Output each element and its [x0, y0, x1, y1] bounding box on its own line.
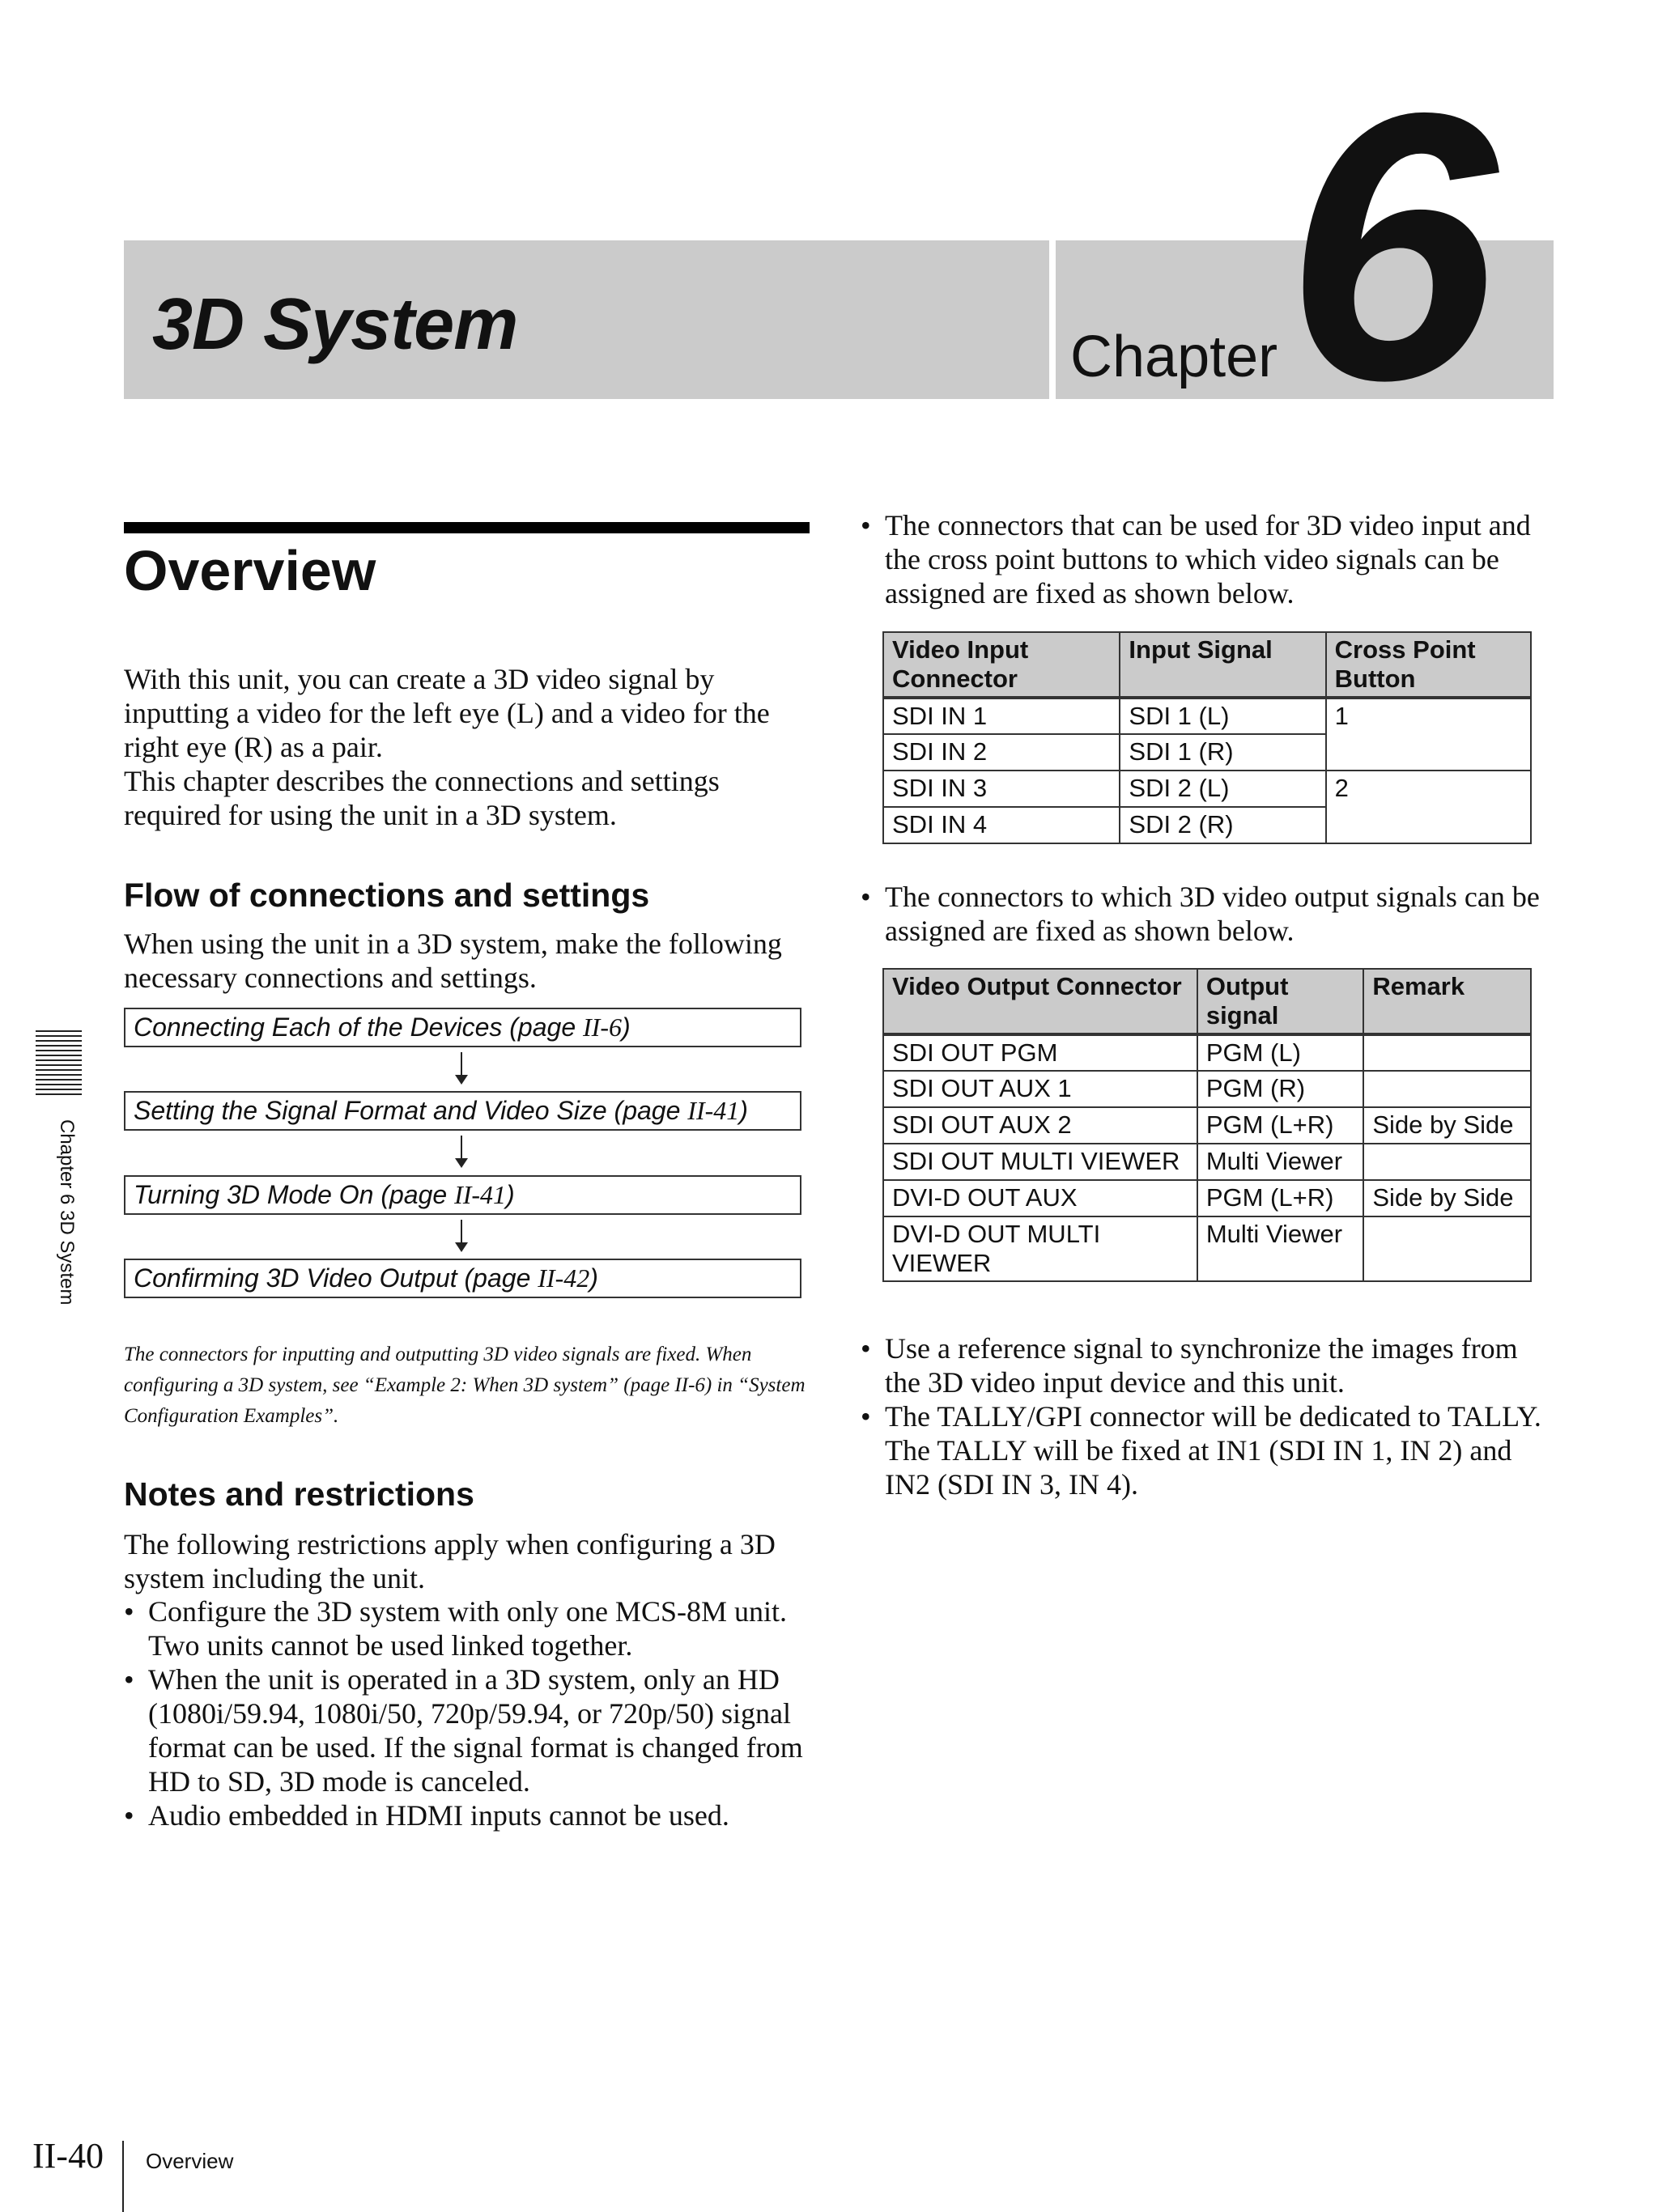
table-cell: Side by Side: [1363, 1180, 1531, 1216]
flow-step-page[interactable]: II-41: [454, 1180, 507, 1209]
table-cell: 2: [1326, 771, 1531, 843]
intro-paragraph: With this unit, you can create a 3D video signal by inputting a video for the left eye (L) and a video for the right eye (R) as a pair. This chapter describes the connections and settings required for using the unit in a 3D system.: [124, 663, 770, 831]
chapter-number: 6: [1286, 34, 1490, 459]
flow-step-close: ): [739, 1096, 748, 1125]
table-row: [883, 771, 1531, 807]
flow-step: [124, 1175, 801, 1215]
table-row: [883, 1071, 1531, 1107]
table-cell: SDI OUT AUX 1: [883, 1071, 1197, 1107]
section-heading: Overview: [124, 539, 376, 602]
table-cell: Side by Side: [1363, 1107, 1531, 1144]
bullet-list: [861, 1331, 1557, 1501]
chapter-tab-marker: [36, 1030, 82, 1098]
flow-step-page[interactable]: II-42: [538, 1263, 590, 1293]
table-cell: SDI 2 (R): [1120, 807, 1325, 843]
flow-step: [124, 1259, 801, 1298]
table-cell: PGM (R): [1197, 1071, 1364, 1107]
table-cell: 1: [1326, 698, 1531, 771]
flow-note: The connectors for inputting and outputting 3D video signals are fixed. When configuring a 3D system, see “Example 2: When 3D system” (page II-6) in “System Configuration Examples”.: [124, 1344, 806, 1427]
notes-heading: Notes and restrictions: [124, 1475, 474, 1513]
notes-list: [124, 1594, 812, 1832]
table-header: Video Input Connector: [883, 632, 1120, 698]
bullet-list: [861, 880, 1557, 948]
table-cell: SDI OUT PGM: [883, 1034, 1197, 1071]
table-cell: PGM (L): [1197, 1034, 1364, 1071]
down-arrow-icon: [455, 1052, 468, 1085]
table-cell: [1363, 1034, 1531, 1071]
table-cell: SDI IN 3: [883, 771, 1120, 807]
list-item: • Audio embedded in HDMI inputs cannot be used.: [124, 1798, 812, 1832]
flow-step-page[interactable]: II-6: [583, 1013, 622, 1042]
table-cell: SDI 1 (L): [1120, 698, 1325, 734]
table-cell: SDI 2 (L): [1120, 771, 1325, 807]
table-cell: DVI-D OUT MULTI VIEWER: [883, 1216, 1197, 1281]
flow-step: [124, 1008, 801, 1047]
flow-step-label: Confirming 3D Video Output (page: [134, 1263, 538, 1293]
flow-step: [124, 1091, 801, 1131]
page-number: II-40: [32, 2136, 104, 2176]
chapter-title: 3D System: [152, 284, 518, 365]
table-cell: SDI OUT AUX 2: [883, 1107, 1197, 1144]
flow-step-close: ): [506, 1180, 515, 1209]
bullet-list: [861, 508, 1557, 610]
table-cell: PGM (L+R): [1197, 1107, 1364, 1144]
table-header: Video Output Connector: [883, 969, 1197, 1034]
table-cell: SDI IN 2: [883, 734, 1120, 771]
list-item: • Use a reference signal to synchronize the images from the 3D video input device and this unit.: [861, 1331, 1557, 1399]
flow-paragraph: When using the unit in a 3D system, make the following necessary connections and settings.: [124, 928, 782, 994]
output-connector-table: [882, 968, 1532, 1282]
flow-step-label: Connecting Each of the Devices (page: [134, 1013, 583, 1042]
table-header: Output signal: [1197, 969, 1364, 1034]
table-cell: SDI OUT MULTI VIEWER: [883, 1144, 1197, 1180]
down-arrow-icon: [455, 1220, 468, 1252]
table-cell: SDI IN 1: [883, 698, 1120, 734]
table-cell: PGM (L+R): [1197, 1180, 1364, 1216]
flow-step-label: Setting the Signal Format and Video Size (page: [134, 1096, 688, 1125]
table-row: [883, 1107, 1531, 1144]
list-item: • The TALLY/GPI connector will be dedicated to TALLY. The TALLY will be fixed at IN1 (SDI IN 1, IN 2) and IN2 (SDI IN 3, IN 4).: [861, 1399, 1557, 1501]
table-cell: Multi Viewer: [1197, 1144, 1364, 1180]
table-header: Input Signal: [1120, 632, 1325, 698]
flow-step-close: ): [589, 1263, 598, 1293]
list-item: • The connectors that can be used for 3D video input and the cross point buttons to which video signals can be assigned are fixed as shown below.: [861, 508, 1557, 610]
table-row: [883, 1144, 1531, 1180]
flow-step-close: ): [621, 1013, 631, 1042]
table-cell: SDI 1 (R): [1120, 734, 1325, 771]
table-row: [883, 1216, 1531, 1281]
chapter-tab-label: Chapter 6 3D System: [56, 1119, 78, 1306]
section-rule: [124, 522, 810, 533]
table-cell: [1363, 1216, 1531, 1281]
input-connector-table: [882, 631, 1532, 844]
table-cell: [1363, 1144, 1531, 1180]
flow-step-page[interactable]: II-41: [687, 1096, 740, 1125]
list-item: • The connectors to which 3D video output signals can be assigned are fixed as shown below.: [861, 880, 1557, 948]
table-cell: [1363, 1071, 1531, 1107]
table-header: Remark: [1363, 969, 1531, 1034]
table-row: [883, 698, 1531, 734]
table-cell: Multi Viewer: [1197, 1216, 1364, 1281]
table-cell: DVI-D OUT AUX: [883, 1180, 1197, 1216]
table-header: Cross Point Button: [1326, 632, 1531, 698]
list-item: • When the unit is operated in a 3D system, only an HD (1080i/59.94, 1080i/50, 720p/59.94, or 720p/50) signal format can be used. If the signal format is changed from HD to SD, 3D mode is canceled.: [124, 1662, 812, 1798]
down-arrow-icon: [455, 1136, 468, 1168]
flow-heading: Flow of connections and settings: [124, 877, 650, 914]
footer-section-label: Overview: [146, 2149, 234, 2173]
table-row: [883, 1180, 1531, 1216]
table-row: [883, 1034, 1531, 1071]
table-cell: SDI IN 4: [883, 807, 1120, 843]
footer-divider: [122, 2141, 124, 2212]
flow-step-label: Turning 3D Mode On (page: [134, 1180, 455, 1209]
chapter-label: Chapter: [1070, 325, 1278, 389]
list-item: • Configure the 3D system with only one MCS-8M unit. Two units cannot be used linked together.: [124, 1594, 812, 1662]
notes-paragraph: The following restrictions apply when configuring a 3D system including the unit.: [124, 1528, 776, 1594]
